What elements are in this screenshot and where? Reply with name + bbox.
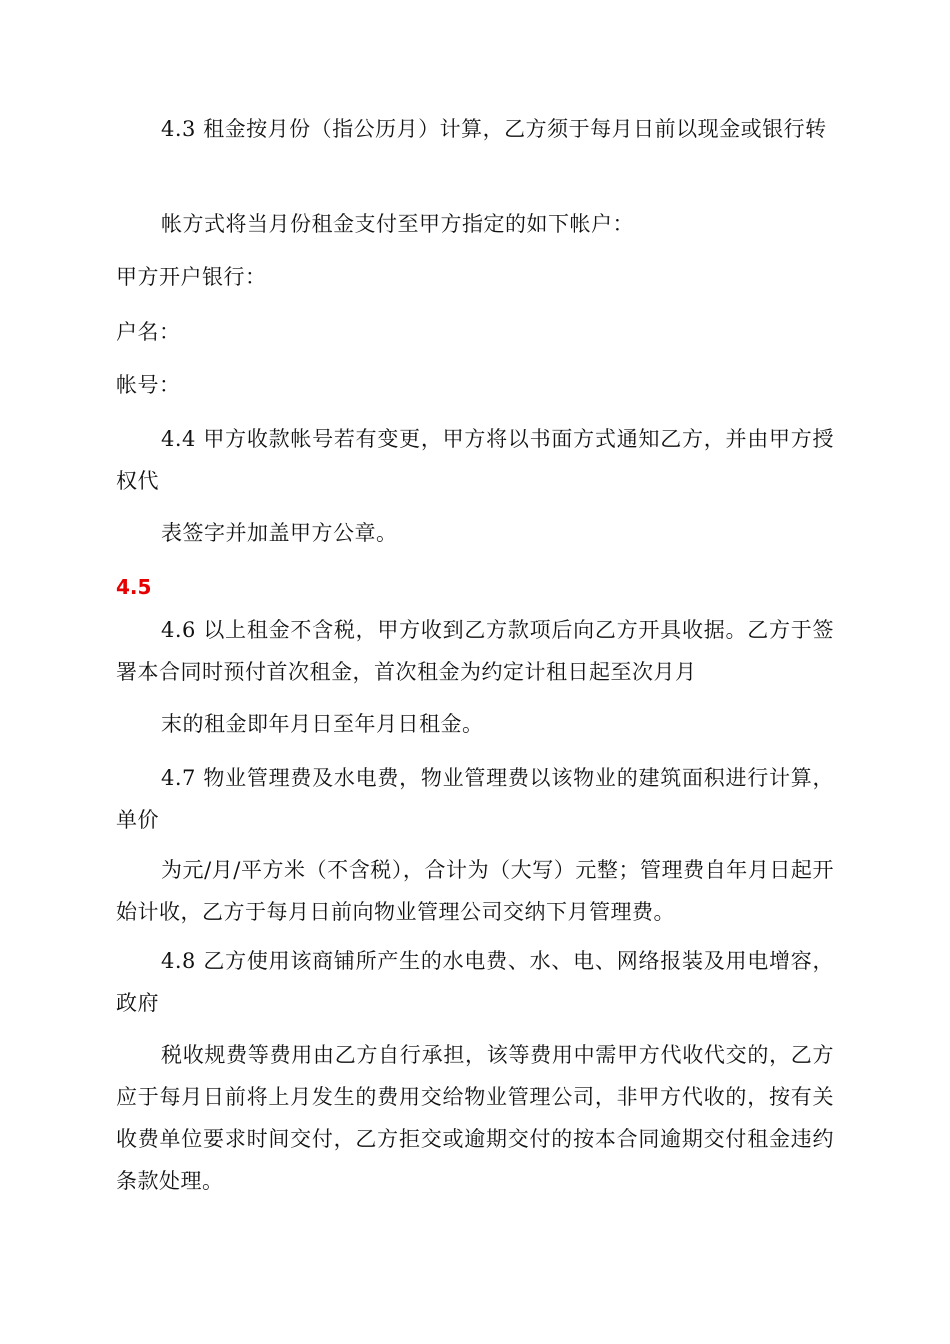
bank-name-line: 甲方开户银行： bbox=[116, 265, 267, 289]
clause-4-4-part2: 表签字并加盖甲方公章。 bbox=[161, 521, 398, 545]
clause-4-7-part2: 为元/月/平方米（不含税），合计为（大写）元整；管理费自年月日起开始计收，乙方于每月日前向物业管理公司交纳下月管理费。 bbox=[116, 858, 834, 924]
clause-4-6-part1: 4.6 以上租金不含税，甲方收到乙方款项后向乙方开具收据。乙方于签署本合同时预付首次租金，首次租金为约定计租日起至次月月 bbox=[116, 618, 834, 684]
clause-4-6-part2: 末的租金即年月日至年月日租金。 bbox=[161, 712, 484, 736]
clause-4-3-part1: 4.3 租金按月份（指公历月）计算，乙方须于每月日前以现金或银行转 bbox=[161, 117, 827, 141]
clause-4-7-part1: 4.7 物业管理费及水电费，物业管理费以该物业的建筑面积进行计算，单价 bbox=[116, 766, 834, 832]
account-name-line: 户名： bbox=[116, 320, 181, 344]
clause-4-8-part1: 4.8 乙方使用该商铺所产生的水电费、水、电、网络报装及用电增容，政府 bbox=[116, 949, 834, 1015]
account-number-line: 帐号： bbox=[116, 373, 181, 397]
clause-4-5-heading: 4.5 bbox=[116, 575, 152, 599]
clause-4-3-part2: 帐方式将当月份租金支付至甲方指定的如下帐户： bbox=[161, 212, 634, 236]
clause-4-8-part2: 税收规费等费用由乙方自行承担，该等费用中需甲方代收代交的，乙方应于每月日前将上月发生的费用交给物业管理公司，非甲方代收的，按有关收费单位要求时间交付，乙方拒交或逾期交付的按本合同逾期交付租金违约条款处理。 bbox=[116, 1043, 834, 1193]
clause-4-4-part1: 4.4 甲方收款帐号若有变更，甲方将以书面方式通知乙方，并由甲方授权代 bbox=[116, 427, 834, 493]
